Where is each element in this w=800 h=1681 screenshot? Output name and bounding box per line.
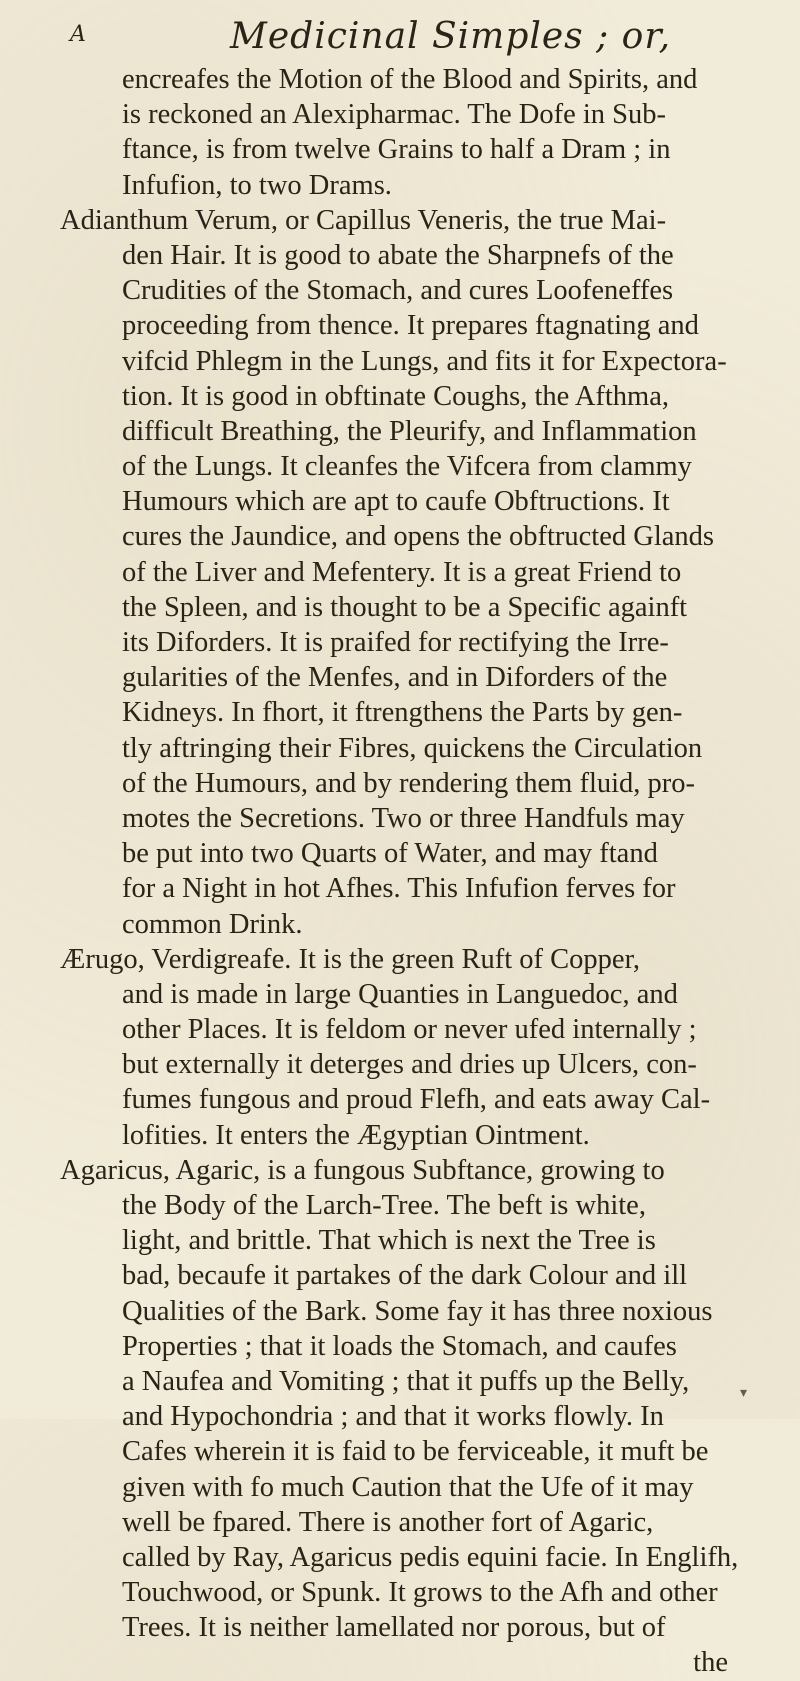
ink-mark: ▾ xyxy=(740,1385,748,1401)
text-line: of the Lungs. It cleanfes the Vifcera from clammy xyxy=(122,451,692,483)
text-line: bad, becaufe it partakes of the dark Colour and ill xyxy=(122,1260,688,1292)
text-line: but externally it deterges and dries up Ulcers, con- xyxy=(122,1049,697,1081)
text-line: and Hypochondria ; and that it works flowly. In xyxy=(122,1401,664,1433)
catchword: the xyxy=(693,1647,728,1679)
text-line: Crudities of the Stomach, and cures Loofeneffes xyxy=(122,275,674,307)
text-line: den Hair. It is good to abate the Sharpnefs of the xyxy=(122,239,674,271)
text-line: difficult Breathing, the Pleurify, and Inflammation xyxy=(122,415,697,447)
text-line: Properties ; that it loads the Stomach, and caufes xyxy=(122,1330,677,1362)
text-line: of the Humours, and by rendering them fluid, pro- xyxy=(122,767,696,799)
text-line: a Naufea and Vomiting ; that it puffs up the Belly, xyxy=(122,1365,690,1397)
text-line: Qualities of the Bark. Some fay it has three noxious xyxy=(122,1295,713,1327)
text-line: ftance, is from twelve Grains to half a Dram ; in xyxy=(122,134,671,166)
entry-headword-line: Adianthum Verum, or Capillus Veneris, the true Mai- xyxy=(60,204,667,236)
text-line: motes the Secretions. Two or three Handfuls may xyxy=(122,802,685,834)
entry-headword-line: Agaricus, Agaric, is a fungous Subftance, growing to xyxy=(60,1154,665,1186)
text-line: Humours which are apt to caufe Obftructions. It xyxy=(122,486,670,518)
text-line: encreafes the Motion of the Blood and Spirits, and xyxy=(122,64,698,95)
text-line: of the Liver and Mefentery. It is a great Friend to xyxy=(122,556,682,588)
signature-mark: A xyxy=(70,22,86,47)
text-line: for a Night in hot Afhes. This Infufion ferves for xyxy=(122,873,676,905)
text-line: gularities of the Menfes, and in Diforders of the xyxy=(122,662,668,694)
text-line: called by Ray, Agaricus pedis equini facie. In Englifh, xyxy=(122,1541,739,1573)
text-line: lofities. It enters the Ægyptian Ointment. xyxy=(122,1119,590,1151)
page-header xyxy=(70,14,730,58)
text-line: the Spleen, and is thought to be a Specific againft xyxy=(122,591,688,623)
text-line: the Body of the Larch-Tree. The beft is white, xyxy=(122,1190,646,1221)
text-line: well be fpared. There is another fort of Agaric, xyxy=(122,1506,654,1538)
text-line: vifcid Phlegm in the Lungs, and fits it for Expectora- xyxy=(122,345,727,377)
body-text xyxy=(60,62,750,1681)
text-line: common Drink. xyxy=(122,908,303,940)
text-line: Touchwood, or Spunk. It grows to the Afh and other xyxy=(122,1577,718,1609)
text-line: its Diforders. It is praifed for rectifying the Irre- xyxy=(122,627,669,658)
text-line: cures the Jaundice, and opens the obftructed Glands xyxy=(122,521,714,553)
text-line: Infufion, to two Drams. xyxy=(122,169,392,201)
text-line: Kidneys. In fhort, it ftrengthens the Parts by gen- xyxy=(122,697,683,729)
text-line: tion. It is good in obftinate Coughs, the Afthma, xyxy=(122,380,669,412)
text-line: fumes fungous and proud Flefh, and eats away Cal- xyxy=(122,1084,711,1116)
text-line: other Places. It is feldom or never ufed internally ; xyxy=(122,1014,697,1046)
text-line: given with fo much Caution that the Ufe of it may xyxy=(122,1471,694,1503)
text-line: Cafes wherein it is faid to be ferviceable, it muft be xyxy=(122,1436,709,1468)
text-line: Trees. It is neither lamellated nor porous, but of xyxy=(122,1612,666,1644)
text-line: proceeding from thence. It prepares ftagnating and xyxy=(122,310,699,342)
text-line: be put into two Quarts of Water, and may ftand xyxy=(122,838,658,870)
text-line: is reckoned an Alexipharmac. The Dofe in Sub- xyxy=(122,99,666,131)
text-line: tly aftringing their Fibres, quickens the Circulation xyxy=(122,732,703,764)
text-line: and is made in large Quanties in Languedoc, and xyxy=(122,978,678,1010)
text-line: light, and brittle. That which is next the Tree is xyxy=(122,1225,656,1257)
running-head: Medicinal Simples ; or, xyxy=(230,16,672,57)
entry-headword-line: Ærugo, Verdigreafe. It is the green Ruft of Copper, xyxy=(60,943,641,975)
